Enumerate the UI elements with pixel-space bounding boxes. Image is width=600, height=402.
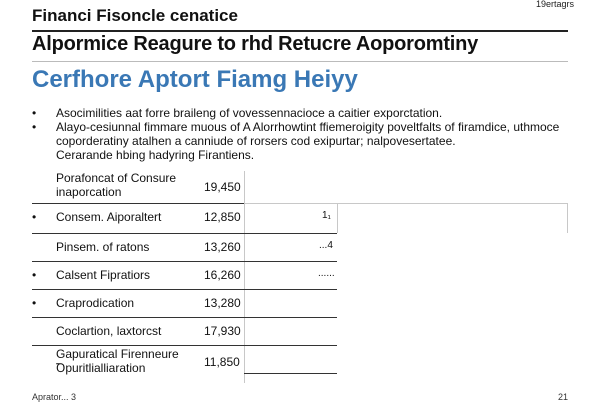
- bullet-text-continued: Cerarande hbing hadyring Firantiens.: [56, 148, 255, 162]
- row-divider: [32, 261, 244, 262]
- row-divider: [244, 289, 337, 290]
- header-title: Financi Fisoncle cenatice: [32, 6, 238, 25]
- row-value: 12,850: [204, 210, 241, 224]
- row-divider: [32, 233, 244, 234]
- table-column-divider: [337, 203, 338, 233]
- row-divider: [244, 203, 567, 204]
- row-divider: [244, 345, 337, 346]
- row-label: Consem. Aiporaltert: [56, 210, 162, 224]
- row-value: 13,280: [204, 296, 241, 310]
- bullet-item-2: [32, 120, 568, 134]
- row-divider: [32, 203, 244, 204]
- row-value: 17,930: [204, 324, 241, 338]
- row-label: Coclartion, laxtorcst: [56, 324, 162, 338]
- row-divider: [244, 373, 337, 374]
- row-divider: [32, 345, 244, 346]
- row-label: Porafoncat of Consure inaporcation: [56, 171, 177, 199]
- table-column-divider: [567, 203, 568, 233]
- row-label: Gapuratical Firenneure Ꝺpuritlialliaration: [56, 347, 179, 375]
- bullet-text: Asocimilities aat forre braileng of vovessennacioce a caitier exporctation.: [56, 106, 443, 120]
- row-value: 13,260: [204, 240, 241, 254]
- row-divider: [244, 233, 337, 234]
- row-note: ...4: [319, 240, 333, 251]
- intro-bullets: [32, 106, 568, 162]
- document-title: Alpormice Reagure to rhd Retucre Aoporomtiny: [32, 33, 479, 55]
- row-note: ......: [318, 268, 335, 279]
- row-value: 19,450: [204, 180, 241, 194]
- footer-left-text: Aprator... 3: [32, 392, 77, 402]
- row-divider: [32, 317, 244, 318]
- bullet-marker: •: [32, 106, 37, 120]
- page-header-meta: 19ertagrs: [535, 0, 574, 9]
- row-note: 1₁: [322, 210, 331, 221]
- data-table: [32, 171, 572, 383]
- row-divider: [244, 261, 337, 262]
- row-marker: •: [32, 268, 37, 282]
- bullet-marker: •: [32, 120, 37, 134]
- row-value: 11,850: [204, 355, 240, 369]
- row-label: Pinsem. of ratons: [56, 240, 150, 254]
- row-divider: [32, 289, 244, 290]
- bullet-text: Alayo-cesiunnal fimmare muous of A Alorrhowtint ffiemeroigity poveltfalts of firamdice, uthmoce: [56, 120, 560, 134]
- section-heading: Cerfhore Aptort Fiamg Heiyy: [32, 66, 358, 93]
- row-label: Craprodication: [56, 296, 135, 310]
- row-value: 16,260: [204, 268, 241, 282]
- header-rule: [32, 30, 568, 32]
- page-number: 21: [557, 392, 568, 402]
- title-rule: [32, 61, 568, 62]
- row-label: Calsent Fipratiors: [56, 268, 151, 282]
- row-marker: •: [32, 210, 37, 224]
- row-divider: [244, 317, 337, 318]
- row-marker: •: [32, 296, 37, 310]
- bullet-text-continued: coporderatiny atalhen a canniude of rorsers cod exipurtar; nalpovesertatee.: [56, 134, 456, 148]
- bullet-item-1: [32, 106, 568, 120]
